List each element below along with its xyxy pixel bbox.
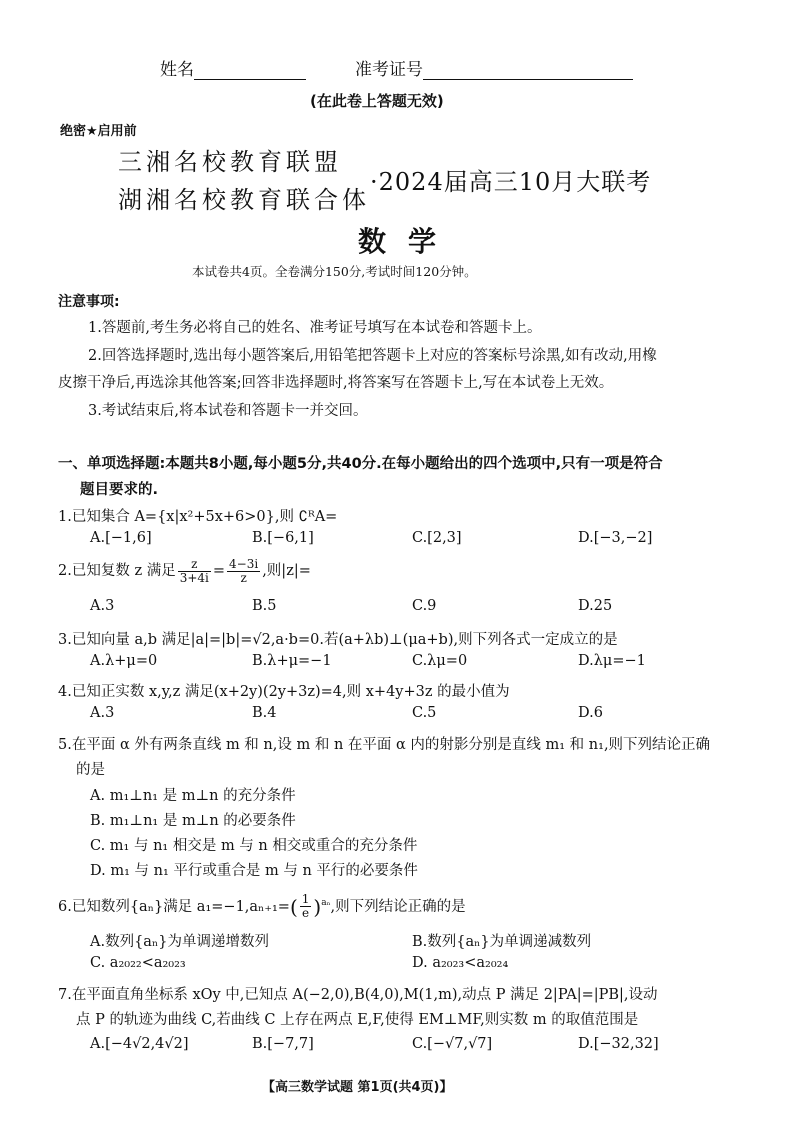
q2-frac1-num: z xyxy=(178,558,211,572)
q3-option-a: A.λ+μ=0 xyxy=(90,653,158,669)
question-5-stem-b: 的是 xyxy=(76,762,105,778)
question-1-stem: 1.已知集合 A={x|x²+5x+6>0},则 ∁ᴿA= xyxy=(58,509,338,525)
section-heading-a: 一、单项选择题:本题共8小题,每小题5分,共40分.在每小题给出的四个选项中,只有一项是符合 xyxy=(58,456,663,472)
q2-stem-text-a: 2.已知复数 z 满足 xyxy=(58,563,176,579)
q6-stem-text-a: 6.已知数列{aₙ}满足 a₁=−1,aₙ₊₁= xyxy=(58,898,290,915)
q6-paren-close: ) xyxy=(313,894,322,919)
q4-option-b: B.4 xyxy=(252,705,277,721)
q5-option-d: D. m₁ 与 n₁ 平行或重合是 m 与 n 平行的必要条件 xyxy=(90,863,418,879)
q4-option-a: A.3 xyxy=(90,705,115,721)
q3-option-c: C.λμ=0 xyxy=(412,653,468,669)
notice-item-2a: 2.回答选择题时,选出每小题答案后,用铅笔把答题卡上对应的答案标号涂黑,如有改动,用橡 xyxy=(88,348,657,364)
org-name-1: 三湘名校教育联盟 xyxy=(118,148,342,176)
q4-option-d: D.6 xyxy=(578,705,603,721)
q1-option-c: C.[2,3] xyxy=(412,530,462,546)
q6-fraction xyxy=(300,893,312,920)
id-label: 准考证号 xyxy=(355,60,423,80)
exam-info: 本试卷共4页。全卷满分150分,考试时间120分钟。 xyxy=(192,264,477,279)
q1-option-d: D.[−3,−2] xyxy=(578,530,653,546)
q6-option-b: B.数列{aₙ}为单调递减数列 xyxy=(412,934,592,950)
q2-option-b: B.5 xyxy=(252,598,277,614)
id-blank xyxy=(423,63,633,80)
q5-option-a: A. m₁⊥n₁ 是 m⊥n 的充分条件 xyxy=(90,788,296,804)
q7-option-d: D.[−32,32] xyxy=(578,1036,659,1052)
q2-option-a: A.3 xyxy=(90,598,115,614)
q7-option-b: B.[−7,7] xyxy=(252,1036,314,1052)
q6-frac-num: 1 xyxy=(301,892,310,907)
q3-option-d: D.λμ=−1 xyxy=(578,653,646,669)
q6-option-a: A.数列{aₙ}为单调递增数列 xyxy=(90,934,269,950)
invalid-note: (在此卷上答题无效) xyxy=(310,92,444,110)
page-footer: 【高三数学试题 第1页(共4页)】 xyxy=(262,1080,453,1095)
q1-option-a: A.[−1,6] xyxy=(90,530,152,546)
q6-option-c: C. a₂₀₂₂<a₂₀₂₃ xyxy=(90,955,186,971)
notice-item-1: 1.答题前,考生务必将自己的姓名、准考证号填写在本试卷和答题卡上。 xyxy=(88,320,542,336)
notice-item-3: 3.考试结束后,将本试卷和答题卡一并交回。 xyxy=(88,403,368,419)
org-name-2: 湖湘名校教育联合体 xyxy=(118,186,370,214)
q2-frac2-den: z xyxy=(240,570,247,585)
section-heading-b: 题目要求的. xyxy=(80,482,159,498)
q2-stem-text-b: ,则|z|= xyxy=(262,563,311,579)
question-2-stem xyxy=(58,556,311,586)
name-label: 姓名 xyxy=(160,60,194,80)
question-6-stem xyxy=(58,888,466,922)
notice-item-2b: 皮擦干净后,再选涂其他答案;回答非选择题时,将答案写在答题卡上,写在本试卷上无效。 xyxy=(58,375,614,391)
q6-option-d: D. a₂₀₂₃<a₂₀₂₄ xyxy=(412,955,509,971)
q1-option-b: B.[−6,1] xyxy=(252,530,314,546)
q6-frac-den: e xyxy=(302,906,310,921)
notice-heading: 注意事项: xyxy=(58,294,120,310)
id-line xyxy=(355,55,633,80)
q6-exponent: aₙ xyxy=(321,898,331,908)
subject-title: 数学 xyxy=(358,225,459,258)
q2-equals: = xyxy=(212,563,226,579)
question-7-stem-a: 7.在平面直角坐标系 xOy 中,已知点 A(−2,0),B(4,0),M(1,m),动点 P 满足 2|PA|=|PB|,设动 xyxy=(58,987,658,1003)
q6-stem-text-b: ,则下列结论正确的是 xyxy=(330,898,466,915)
question-4-stem: 4.已知正实数 x,y,z 满足(x+2y)(2y+3z)=4,则 x+4y+3z 的最小值为 xyxy=(58,684,510,700)
exam-title: ·2024届高三10月大联考 xyxy=(370,168,652,196)
q4-option-c: C.5 xyxy=(412,705,437,721)
q5-option-c: C. m₁ 与 n₁ 相交是 m 与 n 相交或重合的充分条件 xyxy=(90,838,418,854)
q2-frac2-num: 4−3i xyxy=(229,556,259,571)
question-7-stem-b: 点 P 的轨迹为曲线 C,若曲线 C 上存在两点 E,F,使得 EM⊥MF,则实数 m 的取值范围是 xyxy=(76,1012,639,1028)
q2-option-d: D.25 xyxy=(578,598,613,614)
q3-option-b: B.λ+μ=−1 xyxy=(252,653,332,669)
question-3-stem: 3.已知向量 a,b 满足|a|=|b|=√2,a·b=0.若(a+λb)⊥(μa+b),则下列各式一定成立的是 xyxy=(58,632,618,648)
q2-option-c: C.9 xyxy=(412,598,437,614)
question-5-stem-a: 5.在平面 α 外有两条直线 m 和 n,设 m 和 n 在平面 α 内的射影分别是直线 m₁ 和 n₁,则下列结论正确 xyxy=(58,737,711,753)
q7-option-c: C.[−√7,√7] xyxy=(412,1036,493,1052)
secret-label: 绝密★启用前 xyxy=(60,124,137,139)
q6-paren-open: ( xyxy=(289,894,298,919)
q7-option-a: A.[−4√2,4√2] xyxy=(90,1036,189,1052)
q2-frac1-den: 3+4i xyxy=(179,570,209,585)
q2-fraction-2 xyxy=(227,558,260,585)
q5-option-b: B. m₁⊥n₁ 是 m⊥n 的必要条件 xyxy=(90,813,296,829)
name-blank xyxy=(194,63,306,80)
name-line xyxy=(160,55,306,80)
q2-fraction-1 xyxy=(178,558,211,585)
